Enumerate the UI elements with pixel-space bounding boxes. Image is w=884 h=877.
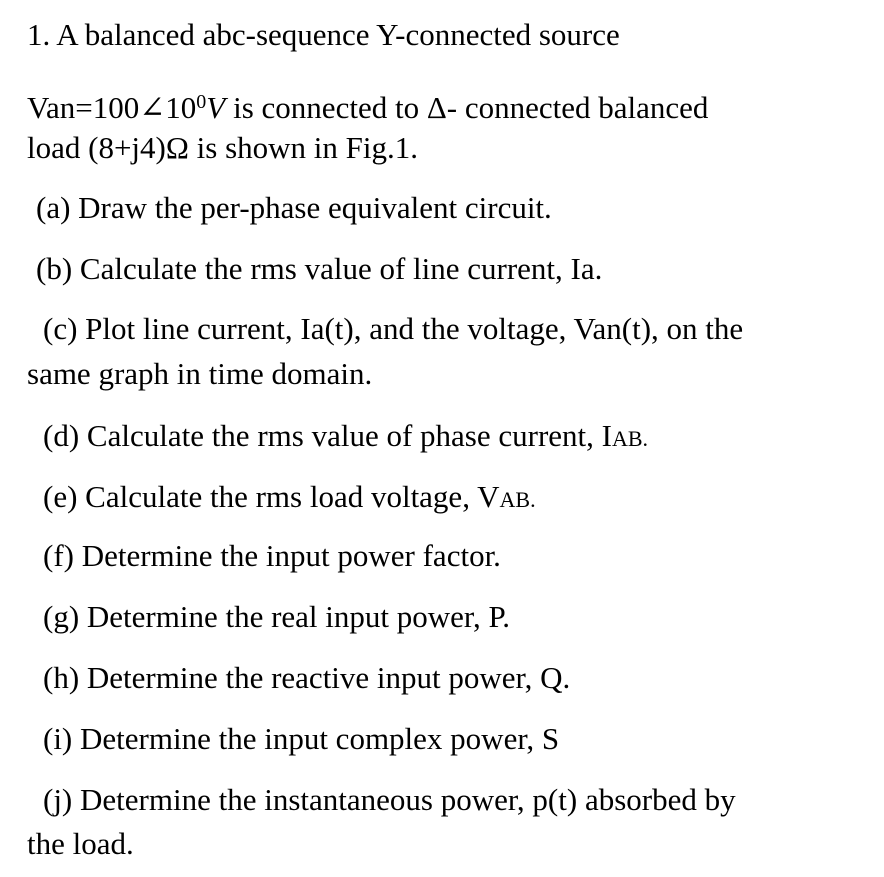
angle-value: 10 bbox=[165, 90, 197, 125]
part-f: (f) Determine the input power factor. bbox=[43, 538, 501, 573]
part-d bbox=[43, 418, 648, 457]
part-e-subscript: AB. bbox=[499, 487, 536, 512]
van-prefix: Van=100 bbox=[27, 90, 140, 125]
part-a: (a) Draw the per-phase equivalent circuit. bbox=[36, 190, 552, 225]
problem-intro: A balanced abc-sequence Y-connected source bbox=[56, 17, 620, 52]
part-i: (i) Determine the input complex power, S bbox=[43, 721, 560, 756]
part-e-text: (e) Calculate the rms load voltage, V bbox=[43, 479, 500, 514]
delta-symbol: Δ bbox=[426, 90, 447, 125]
part-d-subscript: AB. bbox=[611, 426, 649, 451]
part-j-line1: (j) Determine the instantaneous power, p(t) absorbed by bbox=[43, 782, 736, 817]
part-j-line2: the load. bbox=[27, 826, 134, 861]
van-rest-b: - connected balanced bbox=[446, 90, 709, 125]
part-g: (g) Determine the real input power, P. bbox=[43, 599, 511, 634]
part-c-line1: (c) Plot line current, Ia(t), and the voltage, Van(t), on the bbox=[43, 311, 744, 346]
part-e bbox=[43, 479, 536, 518]
problem-number: 1. bbox=[27, 17, 51, 52]
part-d-text: (d) Calculate the rms value of phase current, I bbox=[43, 418, 612, 453]
angle-symbol: ∠ bbox=[139, 90, 166, 125]
degree-mark: 0 bbox=[196, 91, 207, 113]
problem-heading bbox=[27, 17, 620, 53]
volt-unit: V bbox=[206, 90, 226, 125]
van-rest-a: is connected to bbox=[233, 90, 420, 125]
source-voltage-line bbox=[27, 84, 708, 126]
part-h: (h) Determine the reactive input power, Q. bbox=[43, 660, 571, 695]
load-line: load (8+j4)Ω is shown in Fig.1. bbox=[27, 130, 418, 165]
part-c-line2: same graph in time domain. bbox=[27, 356, 373, 391]
part-b: (b) Calculate the rms value of line current, Ia. bbox=[36, 251, 603, 286]
